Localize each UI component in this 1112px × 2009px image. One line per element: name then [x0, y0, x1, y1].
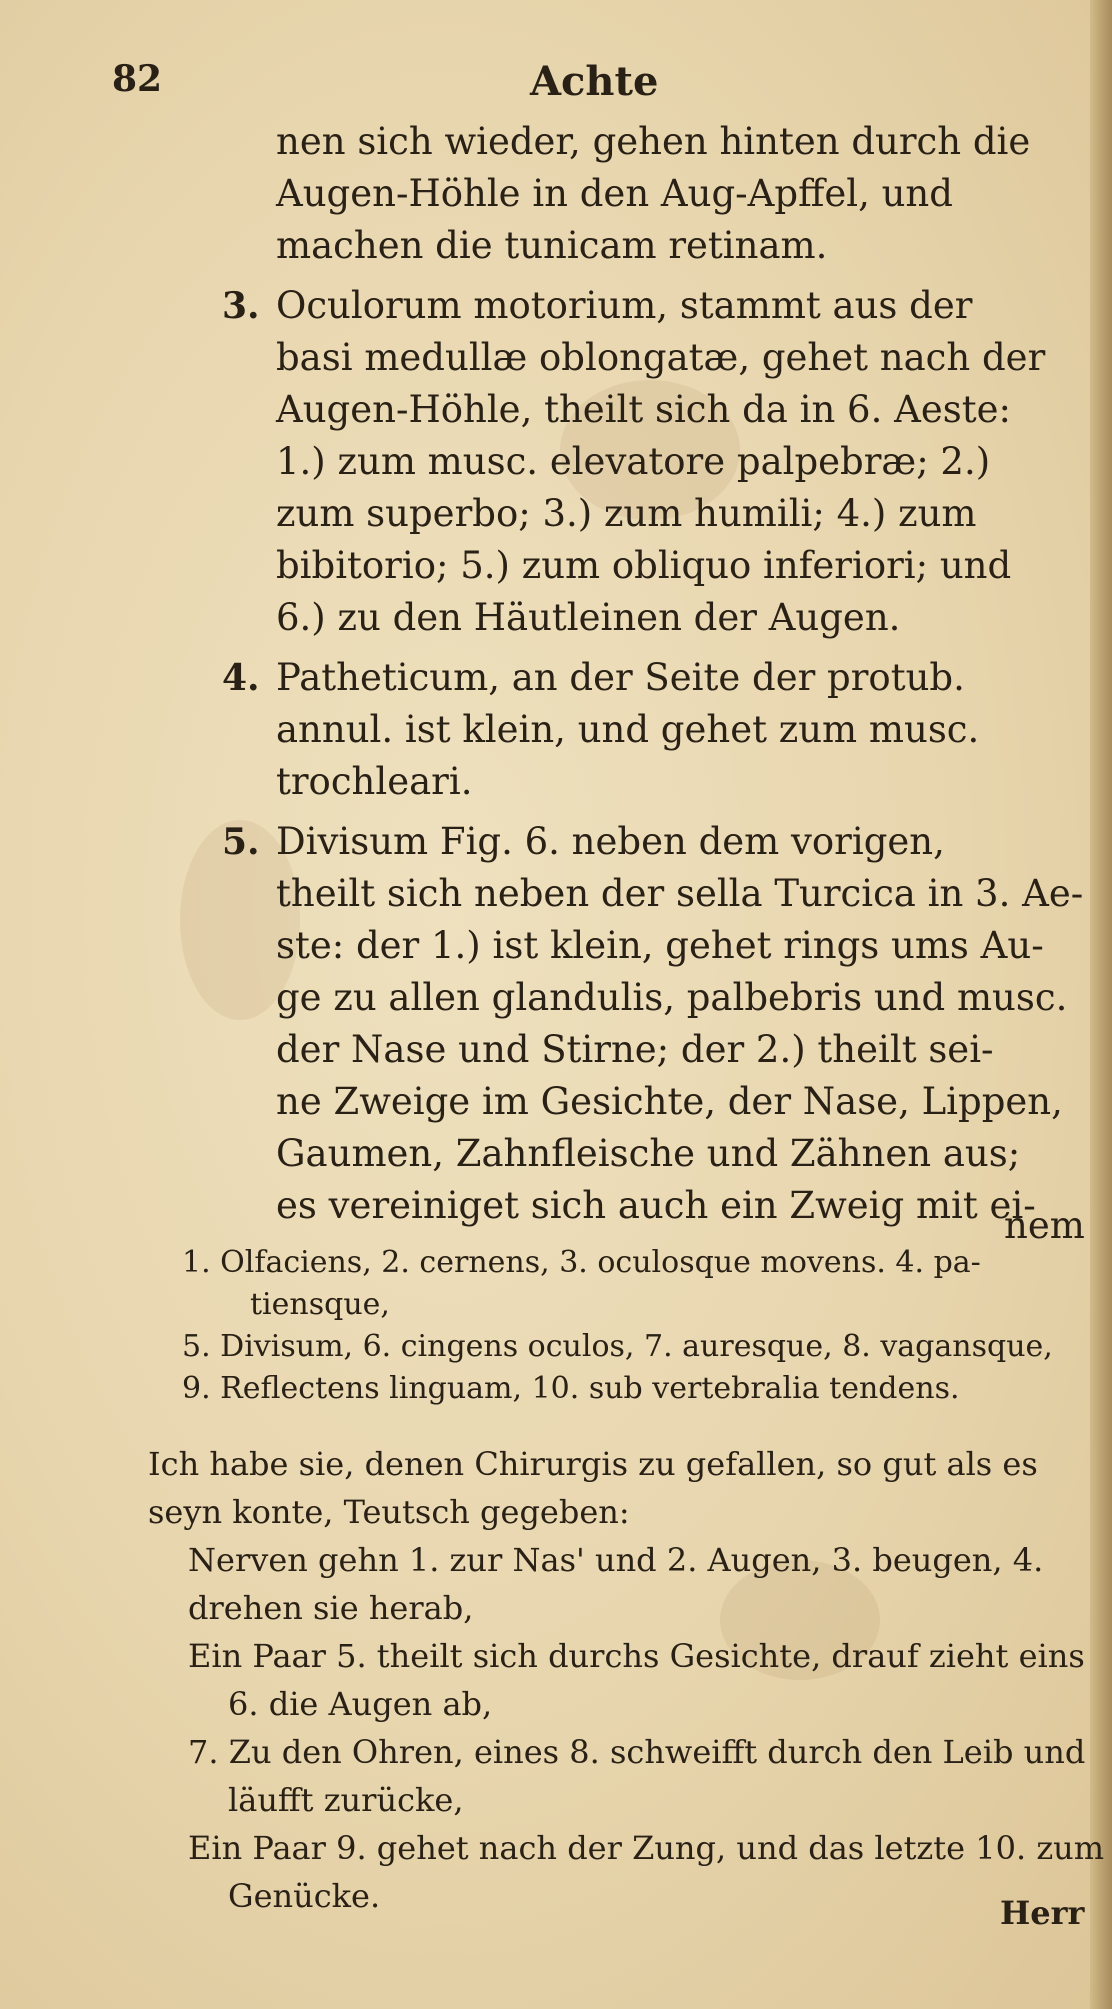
german-verse: [148, 1440, 1105, 1920]
verse-line: drehen sie herab,: [188, 1589, 474, 1627]
text-line: annul. ist klein, und gehet zum musc.: [276, 708, 980, 751]
page-number: 82: [112, 58, 163, 100]
text-line: 1.) zum musc. elevatore palpebræ; 2.): [276, 440, 991, 483]
text-line: ne Zweige im Gesichte, der Nase, Lippen,: [276, 1080, 1063, 1123]
running-title: Achte: [530, 58, 659, 105]
verse-intro: seyn konte, Teutsch gegeben:: [148, 1493, 630, 1531]
text-line: 6.) zu den Häutleinen der Augen.: [276, 596, 901, 639]
verse-line: läufft zurücke,: [228, 1781, 464, 1819]
catchword: nem: [1004, 1204, 1085, 1247]
verse-line: Genücke.: [228, 1877, 381, 1915]
nerve-entry-3: [222, 280, 1076, 644]
text-line: zum superbo; 3.) zum humili; 4.) zum: [276, 492, 977, 535]
text-line: nen sich wieder, gehen hinten durch die: [276, 120, 1031, 163]
text-line: theilt sich neben der sella Turcica in 3. Ae-: [276, 872, 1084, 915]
text-line: Augen-Höhle, theilt sich da in 6. Aeste:: [276, 388, 1011, 431]
text-line: basi medullæ oblongatæ, gehet nach der: [276, 336, 1046, 379]
verse-line: Ein Paar 9. gehet nach der Zung, und das letzte 10. zum: [188, 1829, 1105, 1867]
text-line: Oculorum motorium, stammt aus der: [276, 284, 973, 327]
footnote-line: tiensque,: [250, 1287, 390, 1322]
verse-line: Ein Paar 5. theilt sich durchs Gesichte, drauf zieht eins: [188, 1637, 1085, 1675]
text-line: Augen-Höhle in den Aug-Apffel, und: [276, 172, 953, 215]
entry-number: 3.: [222, 285, 260, 327]
footnote-line: 1. Olfaciens, 2. cernens, 3. oculosque movens. 4. pa-: [182, 1245, 981, 1280]
footnote: [140, 1242, 1080, 1410]
footnote-line: 5. Divisum, 6. cingens oculos, 7. auresque, 8. vagansque,: [182, 1329, 1053, 1364]
nerve-entry-4: [222, 652, 1076, 808]
verse-line: Nerven gehn 1. zur Nas' und 2. Augen, 3. beugen, 4.: [188, 1541, 1044, 1579]
main-text: [222, 116, 1084, 1232]
entry-number: 5.: [222, 821, 260, 863]
text-line: Divisum Fig. 6. neben dem vorigen,: [276, 820, 945, 863]
text-line: es vereiniget sich auch ein Zweig mit ei-: [276, 1184, 1036, 1227]
text-line: der Nase und Stirne; der 2.) theilt sei-: [276, 1028, 994, 1071]
entry-number: 4.: [222, 657, 260, 699]
text-line: Patheticum, an der Seite der protub.: [276, 656, 965, 699]
catchword-bottom: Herr: [1000, 1894, 1085, 1932]
text-line: Gaumen, Zahnfleische und Zähnen aus;: [276, 1132, 1021, 1175]
text-line: ge zu allen glandulis, palbebris und musc.: [276, 976, 1068, 1019]
nerve-entry-5: [222, 816, 1084, 1232]
text-line: bibitorio; 5.) zum obliquo inferiori; und: [276, 544, 1012, 587]
verse-intro: Ich habe sie, denen Chirurgis zu gefallen, so gut als es: [148, 1445, 1038, 1483]
verse-line: 6. die Augen ab,: [228, 1685, 493, 1723]
page-edge: [1090, 0, 1112, 2009]
text-line: machen die tunicam retinam.: [276, 224, 828, 267]
page-header: [0, 58, 1112, 118]
footnote-line: 9. Reflectens linguam, 10. sub vertebralia tendens.: [182, 1371, 960, 1406]
verse-line: 7. Zu den Ohren, eines 8. schweifft durch den Leib und: [188, 1733, 1086, 1771]
text-line: trochleari.: [276, 760, 473, 803]
text-line: ste: der 1.) ist klein, gehet rings ums Au-: [276, 924, 1044, 967]
